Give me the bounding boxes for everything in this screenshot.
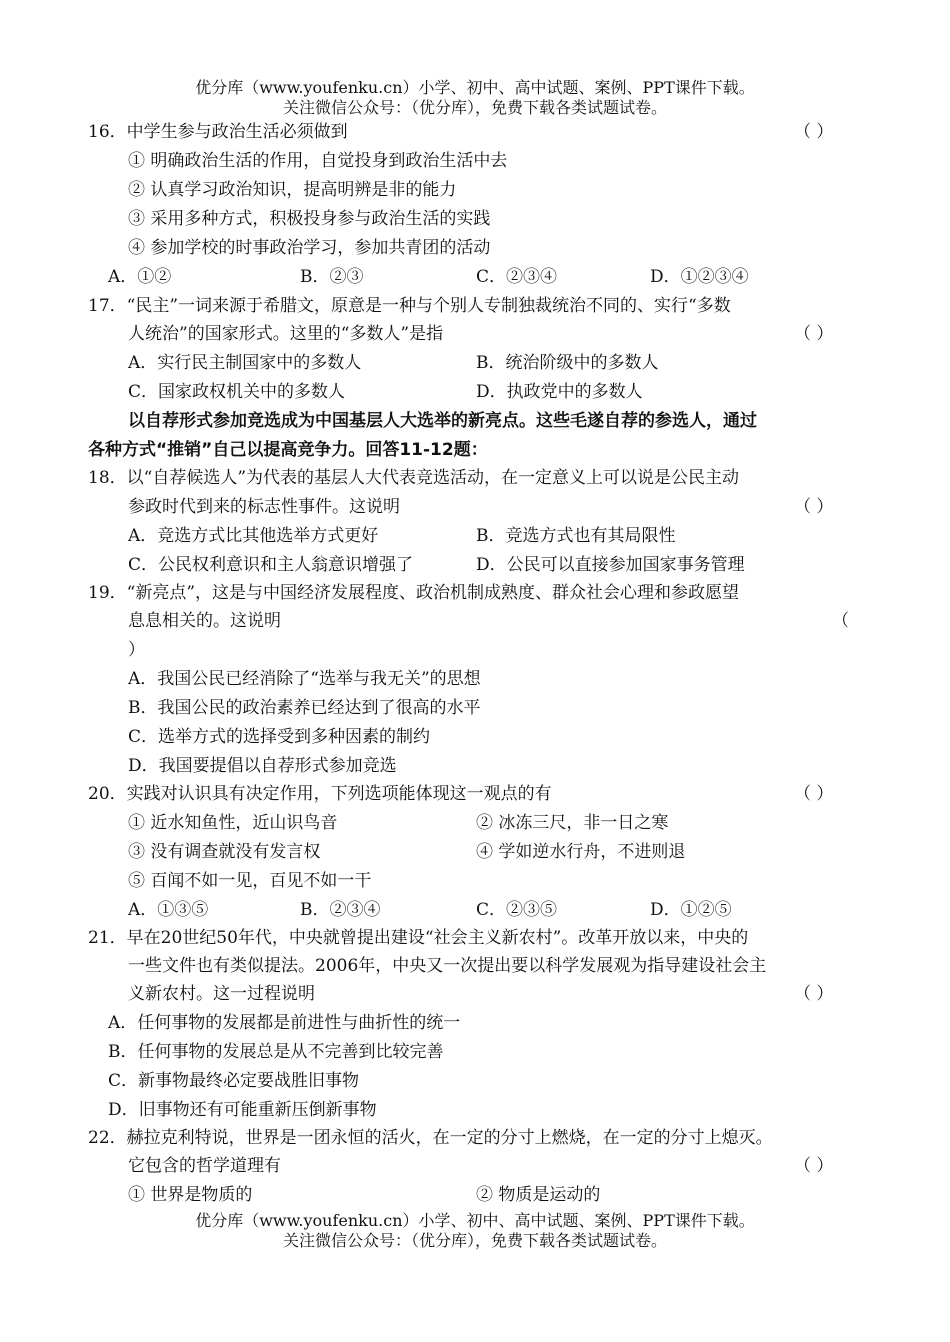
q21-option-c: C．新事物最终必定要战胜旧事物 bbox=[108, 1071, 360, 1091]
q16-option-a: A．①② bbox=[108, 267, 172, 287]
q20-option-a: A．①③⑤ bbox=[128, 900, 209, 920]
q21-option-d: D．旧事物还有可能重新压倒新事物 bbox=[108, 1100, 377, 1120]
q19-paren-open: （ bbox=[832, 611, 849, 631]
q22-item-2: ② 物质是运动的 bbox=[476, 1185, 601, 1205]
q16-answer-bracket: （ ） bbox=[794, 122, 834, 142]
q16-item-2: ② 认真学习政治知识，提高明辨是非的能力 bbox=[128, 180, 457, 200]
q18-option-b: B．竞选方式也有其局限性 bbox=[476, 526, 676, 546]
q22-item-1: ① 世界是物质的 bbox=[128, 1185, 253, 1205]
q18-answer-bracket: （ ） bbox=[794, 497, 834, 517]
q19-option-d: D．我国要提倡以自荐形式参加竞选 bbox=[128, 756, 397, 776]
page-header-line2: 关注微信公众号：（优分库），免费下载各类试题试卷。 bbox=[282, 98, 667, 117]
q21-answer-bracket: （ ） bbox=[794, 984, 834, 1004]
material-line1: 以自荐形式参加竞选成为中国基层人大选举的新亮点。这些毛遂自荐的参选人，通过 bbox=[128, 411, 757, 431]
q19-option-b: B．我国公民的政治素养已经达到了很高的水平 bbox=[128, 698, 481, 718]
page-footer-line2: 关注微信公众号：（优分库），免费下载各类试题试卷。 bbox=[282, 1231, 667, 1250]
q18-option-a: A．竞选方式比其他选举方式更好 bbox=[128, 526, 379, 546]
q21-stem-line2: 一些文件也有类似提法。2006年，中央又一次提出要以科学发展观为指导建设社会主 bbox=[128, 956, 767, 976]
q16-item-4: ④ 参加学校的时事政治学习，参加共青团的活动 bbox=[128, 238, 491, 258]
q16-item-3: ③ 采用多种方式，积极投身参与政治生活的实践 bbox=[128, 209, 491, 229]
q22-stem-line2: 它包含的哲学道理有 bbox=[128, 1156, 281, 1176]
q18-option-c: C．公民权利意识和主人翁意识增强了 bbox=[128, 555, 414, 575]
q21-stem-line1: 21．早在20世纪50年代，中央就曾提出建设“社会主义新农村”。改革开放以来，中央的 bbox=[88, 928, 749, 948]
material-line2: 各种方式“推销”自己以提高竞争力。回答11-12题： bbox=[88, 440, 488, 460]
page-footer-line1: 优分库（www.youfenku.cn）小学、初中、高中试题、案例、PPT课件下载。 bbox=[195, 1211, 755, 1230]
q20-option-c: C．②③⑤ bbox=[476, 900, 558, 920]
q17-option-d: D．执政党中的多数人 bbox=[476, 382, 643, 402]
q17-option-b: B．统治阶级中的多数人 bbox=[476, 353, 659, 373]
q17-stem-line2: 人统治”的国家形式。这里的“多数人”是指 bbox=[128, 324, 444, 344]
q16-option-c: C．②③④ bbox=[476, 267, 558, 287]
q17-option-c: C．国家政权机关中的多数人 bbox=[128, 382, 346, 402]
q19-option-a: A．我国公民已经消除了“选举与我无关”的思想 bbox=[128, 669, 481, 689]
q20-stem: 20．实践对认识具有决定作用，下列选项能体现这一观点的有 bbox=[88, 784, 552, 804]
q16-option-b: B．②③ bbox=[300, 267, 364, 287]
q22-answer-bracket: （ ） bbox=[794, 1156, 834, 1176]
q21-option-a: A．任何事物的发展都是前进性与曲折性的统一 bbox=[108, 1013, 461, 1033]
q19-stem-line1: 19．“新亮点”，这是与中国经济发展程度、政治机制成熟度、群众社会心理和参政愿望 bbox=[88, 583, 740, 603]
q18-stem-line2: 参政时代到来的标志性事件。这说明 bbox=[128, 497, 400, 517]
q16-item-1: ① 明确政治生活的作用，自觉投身到政治生活中去 bbox=[128, 151, 508, 171]
q20-answer-bracket: （ ） bbox=[794, 784, 834, 804]
q20-option-b: B．②③④ bbox=[300, 900, 381, 920]
q16-stem: 16．中学生参与政治生活必须做到 bbox=[88, 122, 348, 142]
q17-answer-bracket: （ ） bbox=[794, 324, 834, 344]
q16-option-d: D．①②③④ bbox=[650, 267, 749, 287]
page-header-line1: 优分库（www.youfenku.cn）小学、初中、高中试题、案例、PPT课件下载。 bbox=[195, 78, 755, 97]
q20-option-d: D．①②⑤ bbox=[650, 900, 732, 920]
q19-paren-close: ） bbox=[128, 640, 145, 660]
q17-option-a: A．实行民主制国家中的多数人 bbox=[128, 353, 362, 373]
q20-item-1: ① 近水知鱼性，近山识鸟音 bbox=[128, 813, 338, 833]
q20-item-2: ② 冰冻三尺，非一日之寒 bbox=[476, 813, 669, 833]
q18-stem-line1: 18．以“自荐候选人”为代表的基层人大代表竞选活动，在一定意义上可以说是公民主动 bbox=[88, 468, 740, 488]
q19-stem-line2: 息息相关的。这说明 bbox=[128, 611, 281, 631]
q18-option-d: D．公民可以直接参加国家事务管理 bbox=[476, 555, 745, 575]
q21-option-b: B．任何事物的发展总是从不完善到比较完善 bbox=[108, 1042, 444, 1062]
q22-stem-line1: 22．赫拉克利特说，世界是一团永恒的活火，在一定的分寸上燃烧，在一定的分寸上熄灭。 bbox=[88, 1128, 773, 1148]
q21-stem-line3: 义新农村。这一过程说明 bbox=[128, 984, 315, 1004]
q20-item-4: ④ 学如逆水行舟，不进则退 bbox=[476, 842, 686, 862]
q19-option-c: C．选举方式的选择受到多种因素的制约 bbox=[128, 727, 431, 747]
q17-stem-line1: 17．“民主”一词来源于希腊文，原意是一种与个别人专制独裁统治不同的、实行“多数 bbox=[88, 296, 731, 316]
q20-item-3: ③ 没有调查就没有发言权 bbox=[128, 842, 321, 862]
q20-item-5: ⑤ 百闻不如一见，百见不如一干 bbox=[128, 871, 372, 891]
